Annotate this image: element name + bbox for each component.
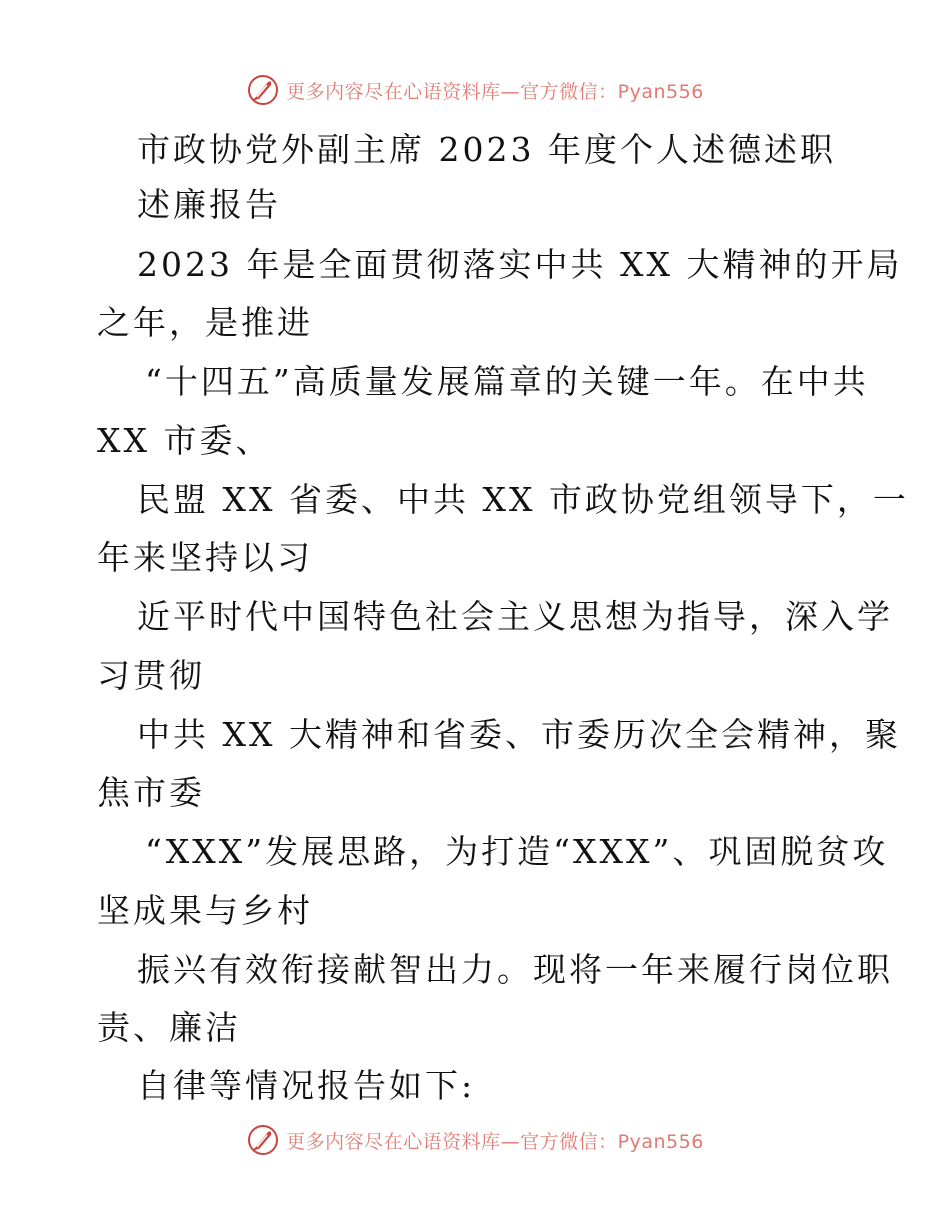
document-title-line-1: 市政协党外副主席 2023 年度个人述德述职: [137, 130, 836, 169]
document-title-line-2: 述廉报告: [137, 185, 281, 224]
body-line: 习贯彻: [97, 656, 205, 695]
feather-pen-logo-icon: [246, 1123, 280, 1157]
body-line: XX 市委、: [97, 421, 272, 460]
body-line: 振兴有效衔接献智出力。现将一年来履行岗位职: [137, 950, 893, 989]
footer-watermark: [0, 1120, 950, 1160]
body-line: 2023 年是全面贯彻落实中共 XX 大精神的开局: [137, 245, 903, 284]
body-line: 年来坚持以习: [97, 538, 313, 577]
header-watermark: [0, 70, 950, 110]
body-line: 责、廉洁: [97, 1008, 241, 1047]
body-line: 坚成果与乡村: [97, 891, 313, 930]
body-line: 之年，是推进: [97, 303, 313, 342]
watermark-text: 更多内容尽在心语资料库—官方微信：Pyan556: [286, 1130, 704, 1153]
body-line: 焦市委: [97, 773, 205, 812]
body-line: 近平时代中国特色社会主义思想为指导，深入学: [137, 597, 893, 636]
watermark-text: 更多内容尽在心语资料库—官方微信：Pyan556: [286, 80, 704, 103]
body-line: “十四五”高质量发展篇章的关键一年。在中共: [145, 362, 869, 401]
body-line: 民盟 XX 省委、中共 XX 市政协党组领导下，一: [137, 480, 909, 519]
body-line: 自律等情况报告如下:: [137, 1066, 476, 1105]
body-line: 中共 XX 大精神和省委、市委历次全会精神，聚: [137, 715, 901, 754]
body-line: “XXX”发展思路，为打造“XXX”、巩固脱贫攻: [145, 832, 889, 871]
feather-pen-logo-icon: [246, 73, 280, 107]
